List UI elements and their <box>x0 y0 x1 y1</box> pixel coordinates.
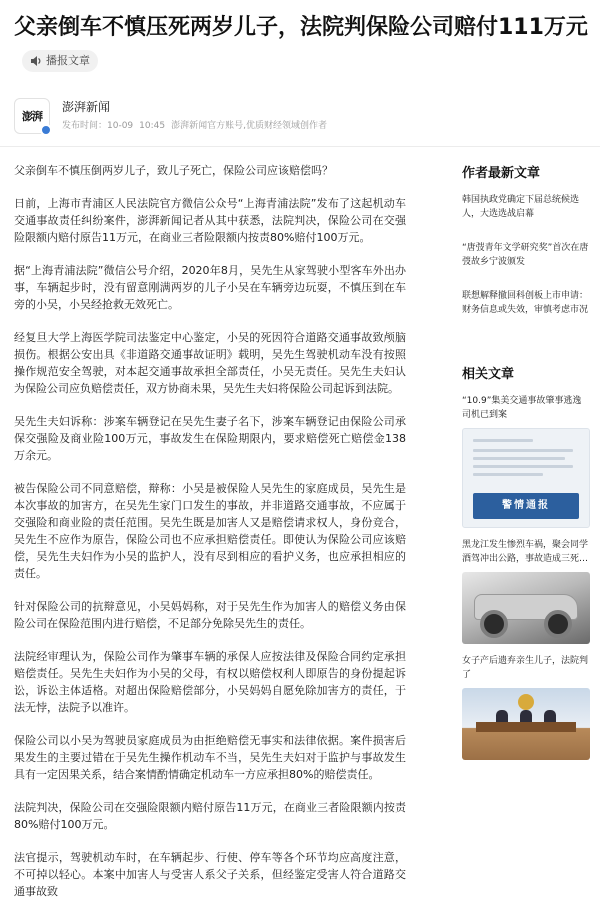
verified-icon <box>40 124 52 136</box>
paragraph: 法院经审理认为，保险公司作为肇事车辆的承保人应按法律及保险合同约定承担赔偿责任。吴先生夫妇作为小吴的父母，有权以赔偿权利人即原告的身份提起诉讼，诉讼主体适格。对超出保险赔偿部分，小吴妈妈自愿免除加害方的责任，于法无悖，法院予以准许。 <box>14 650 406 714</box>
author-name[interactable]: 澎湃新闻 <box>62 100 111 114</box>
paragraph: 吴先生夫妇诉称：涉案车辆登记在吴先生妻子名下，涉案车辆登记由保险公司承保交强险及商业险100万元，事故发生在保险期限内，要求赔偿死亡赔偿金138万余元。 <box>14 415 406 462</box>
tts-button[interactable] <box>22 50 98 72</box>
tts-label: 播报文章 <box>46 54 90 67</box>
article-headline <box>14 10 589 82</box>
related-article-title[interactable]: 黑龙江发生惨烈车祸，聚会同学酒驾冲出公路，事故造成三死… <box>462 540 589 564</box>
related-articles-title: 相关文章 <box>462 367 515 382</box>
paragraph: 父亲倒车不慎压倒两岁儿子，致儿子死亡，保险公司应该赔偿吗？ <box>14 164 333 177</box>
publish-time: 10:45 <box>139 121 166 131</box>
related-article-thumbnail[interactable] <box>462 428 590 528</box>
related-article[interactable] <box>462 394 590 528</box>
author-meta <box>62 118 333 131</box>
paragraph: 法官提示，驾驶机动车时，在车辆起步、行使、停车等各个环节均应高度注意，不可掉以轻心。本案中加害人与受害人系父子关系，但经鉴定受害人符合道路交通事故致 <box>14 851 406 898</box>
police-notice-banner <box>473 493 579 519</box>
publish-date: 发布时间：10-09 <box>62 121 134 131</box>
related-article-title[interactable]: “10.9”集美交通事故肇事逃逸司机已到案 <box>462 396 582 420</box>
headline-text: 父亲倒车不慎压死两岁儿子，法院判保险公司赔付111万元 <box>14 15 588 40</box>
avatar[interactable] <box>14 98 50 134</box>
related-article[interactable] <box>462 654 590 760</box>
article-body <box>14 162 406 916</box>
banner-text: 警情通报 <box>502 500 550 511</box>
latest-article-link[interactable]: 联想解释撤回科创板上市申请：财务信息或失效，审慎考虑市况 <box>462 291 589 315</box>
paragraph: 保险公司以小吴为驾驶员家庭成员为由拒绝赔偿无事实和法律依据。案件损害后果发生的主要过错在于吴先生操作机动车不当，吴先生夫妇对于监护与事故发生具有一定因果关系，结合案情酌情确定机动车一方应承担80%的赔偿责任。 <box>14 734 406 781</box>
sidebar <box>462 162 590 770</box>
latest-article-link[interactable]: “唐弢青年文学研究奖”首次在唐弢故乡宁波颁发 <box>462 243 589 267</box>
latest-articles-title: 作者最新文章 <box>462 166 541 181</box>
account-description: 澎湃新闻官方账号,优质财经领域创作者 <box>171 121 327 131</box>
speaker-icon <box>30 55 42 67</box>
paragraph: 法院判决，保险公司在交强险限额内赔付原告11万元，在商业三者险限额内按责80%赔付100万元。 <box>14 801 406 831</box>
avatar-text: 澎湃 <box>22 110 42 123</box>
paragraph: 针对保险公司的抗辩意见，小吴妈妈称，对于吴先生作为加害人的赔偿义务由保险公司在保险范围内进行赔偿，不足部分免除吴先生的责任。 <box>14 600 406 630</box>
author-bar <box>14 96 594 136</box>
header-divider <box>0 146 600 147</box>
related-article-thumbnail[interactable] <box>462 688 590 760</box>
paragraph: 被告保险公司不同意赔偿，辩称：小吴是被保险人吴先生的家庭成员，吴先生是本次事故的加害方，在吴先生家门口发生的事故，并非道路交通事故，不应属于交强险和商业险的责任范围。吴先生既是加害人又是赔偿请求权人，身份竞合，吴先生不应作为原告，保险公司也不应承担赔偿责任。即使认为保险公司应该赔偿，吴先生夫妇作为小吴的监护人，没有尽到相应的看护义务，也应承担相应的责任。 <box>14 482 406 580</box>
latest-article-link[interactable]: 韩国执政党确定下届总统候选人，大选选战启幕 <box>462 195 580 219</box>
paragraph: 日前，上海市青浦区人民法院官方微信公众号“上海青浦法院”发布了这起机动车交通事故责任纠纷案件，澎湃新闻记者从其中获悉，法院判决，保险公司在交强险限额内赔付原告11万元，在商业三者险限额内按责80%赔付100万元。 <box>14 197 406 244</box>
related-article[interactable] <box>462 538 590 644</box>
related-article-title[interactable]: 女子产后遗弃亲生儿子，法院判了 <box>462 656 589 680</box>
related-article-thumbnail[interactable] <box>462 572 590 644</box>
paragraph: 据“上海青浦法院”微信公号介绍，2020年8月，吴先生从家驾驶小型客车外出办事，车辆起步时，没有留意刚满两岁的儿子小吴在车辆旁边玩耍，不慎压到在车旁的小吴，小吴经抢救无效死亡。 <box>14 264 406 311</box>
paragraph: 经复旦大学上海医学院司法鉴定中心鉴定，小吴的死因符合道路交通事故致颅脑损伤。根据公安出具《非道路交通事故证明》载明，吴先生驾驶机动车没有按照操作规范安全驾驶，对本起交通事故承担全部责任，小吴无责任。吴先生夫妇认为保险公司应负赔偿责任，双方协商未果，吴先生夫妇将保险公司起诉到法院。 <box>14 331 406 395</box>
